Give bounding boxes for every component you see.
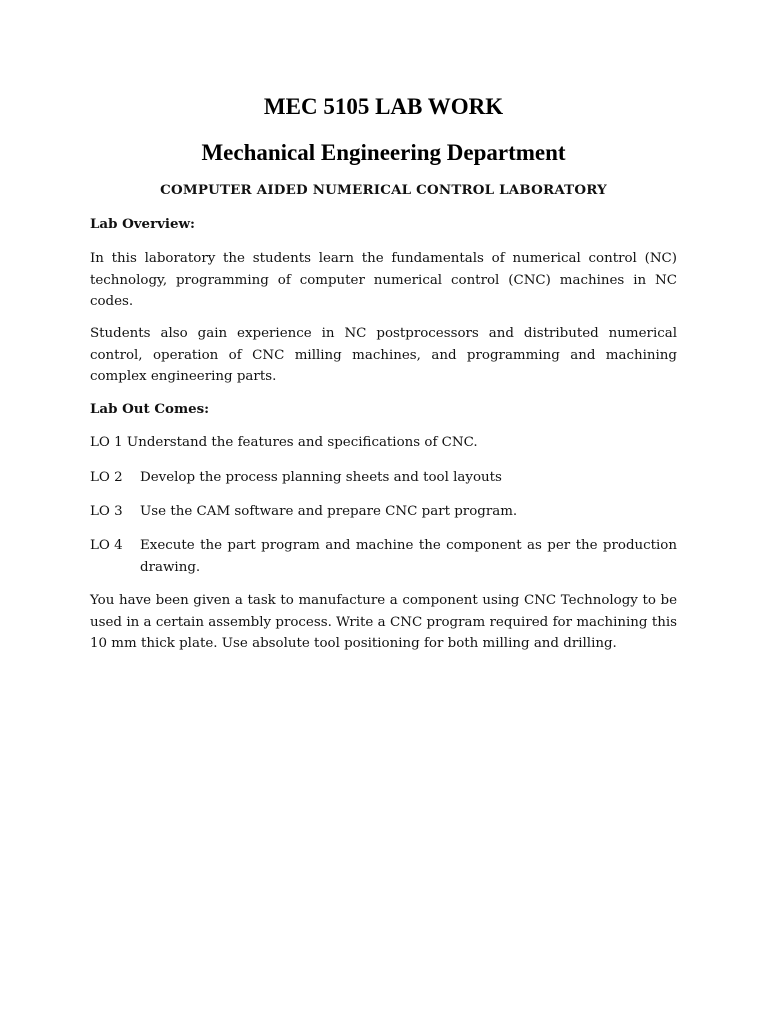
outcome-text: Develop the process planning sheets and tool layouts <box>140 470 502 485</box>
outcome-item <box>90 467 677 489</box>
outcome-text: Execute the part program and machine the component as per the production drawing. <box>140 538 677 575</box>
outcome-number: LO 1 <box>90 435 123 450</box>
overview-paragraph-2: Students also gain experience in NC postprocessors and distributed numerical control, operation of CNC milling machines, and programming and machining complex engineering parts. <box>90 326 677 384</box>
overview-heading: Lab Overview: <box>90 216 195 232</box>
outcome-number: LO 2 <box>90 470 123 485</box>
document-title: MEC 5105 LAB WORK <box>263 94 504 119</box>
outcome-text: Understand the features and specifications of CNC. <box>126 435 478 450</box>
outcome-item <box>90 535 677 578</box>
outcome-item <box>90 432 677 454</box>
outcome-number: LO 4 <box>90 538 123 553</box>
outcomes-heading: Lab Out Comes: <box>90 401 210 417</box>
lab-subtitle: COMPUTER AIDED NUMERICAL CONTROL LABORATORY <box>160 182 607 198</box>
outcome-number: LO 3 <box>90 504 123 519</box>
department-heading: Mechanical Engineering Department <box>201 140 566 165</box>
task-paragraph: You have been given a task to manufacture a component using CNC Technology to be used in a certain assembly process. Write a CNC program required for machining this 10 mm thick plate. Use absolute tool positioning for both milling and drilling. <box>90 593 677 651</box>
overview-paragraph-1: In this laboratory the students learn the fundamentals of numerical control (NC) technology, programming of computer numerical control (CNC) machines in NC codes. <box>90 251 677 309</box>
outcome-text: Use the CAM software and prepare CNC part program. <box>140 504 518 519</box>
outcome-item <box>90 501 677 523</box>
